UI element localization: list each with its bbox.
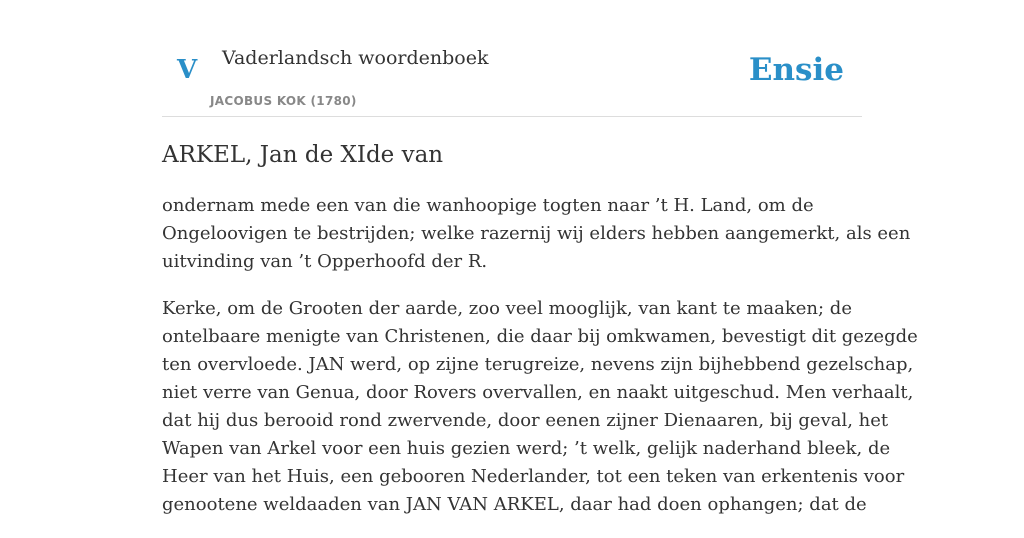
- text-line: Kerke, om de Grooten der aarde, zoo veel mooglijk, van kant te maaken; de: [162, 298, 852, 319]
- entry-title: ARKEL, Jan de XIde van: [162, 142, 444, 168]
- text-line: uitvinding van ’t Opperhoofd der R.: [162, 251, 488, 272]
- entry-content: [162, 192, 918, 538]
- text-line: genootene weldaaden van JAN VAN ARKEL, daar had doen ophangen; dat de: [162, 494, 867, 515]
- text-line: Heer van het Huis, een gebooren Nederlander, tot een teken van erkentenis voor: [162, 466, 905, 487]
- paragraph: [162, 192, 911, 276]
- text-line: Ongeloovigen te bestrijden; welke razernij wij elders hebben aangemerkt, als een: [162, 223, 911, 244]
- text-line: dat hij dus berooid rond zwervende, door eenen zijner Dienaaren, bij geval, het: [162, 410, 889, 431]
- book-letter-icon[interactable]: V: [177, 55, 198, 85]
- text-line: ten overvloede. JAN werd, op zijne terugreize, nevens zijn bijhebbend gezelschap,: [162, 354, 914, 375]
- paragraph: [162, 295, 918, 519]
- book-title[interactable]: Vaderlandsch woordenboek: [222, 47, 489, 69]
- text-line: Wapen van Arkel voor een huis gezien werd; ’t welk, gelijk naderhand bleek, de: [162, 438, 891, 459]
- book-author: JACOBUS KOK (1780): [210, 94, 357, 108]
- book-header: [162, 0, 862, 117]
- text-line: niet verre van Genua, door Rovers overvallen, en naakt uitgeschud. Men verhaalt,: [162, 382, 914, 403]
- text-line: ontelbaare menigte van Christenen, die daar bij omkwamen, bevestigt dit gezegde: [162, 326, 918, 347]
- ensie-logo-link[interactable]: Ensie: [748, 52, 844, 88]
- page: [162, 0, 918, 515]
- text-line: ondernam mede een van die wanhoopige togten naar ’t H. Land, om de: [162, 195, 814, 216]
